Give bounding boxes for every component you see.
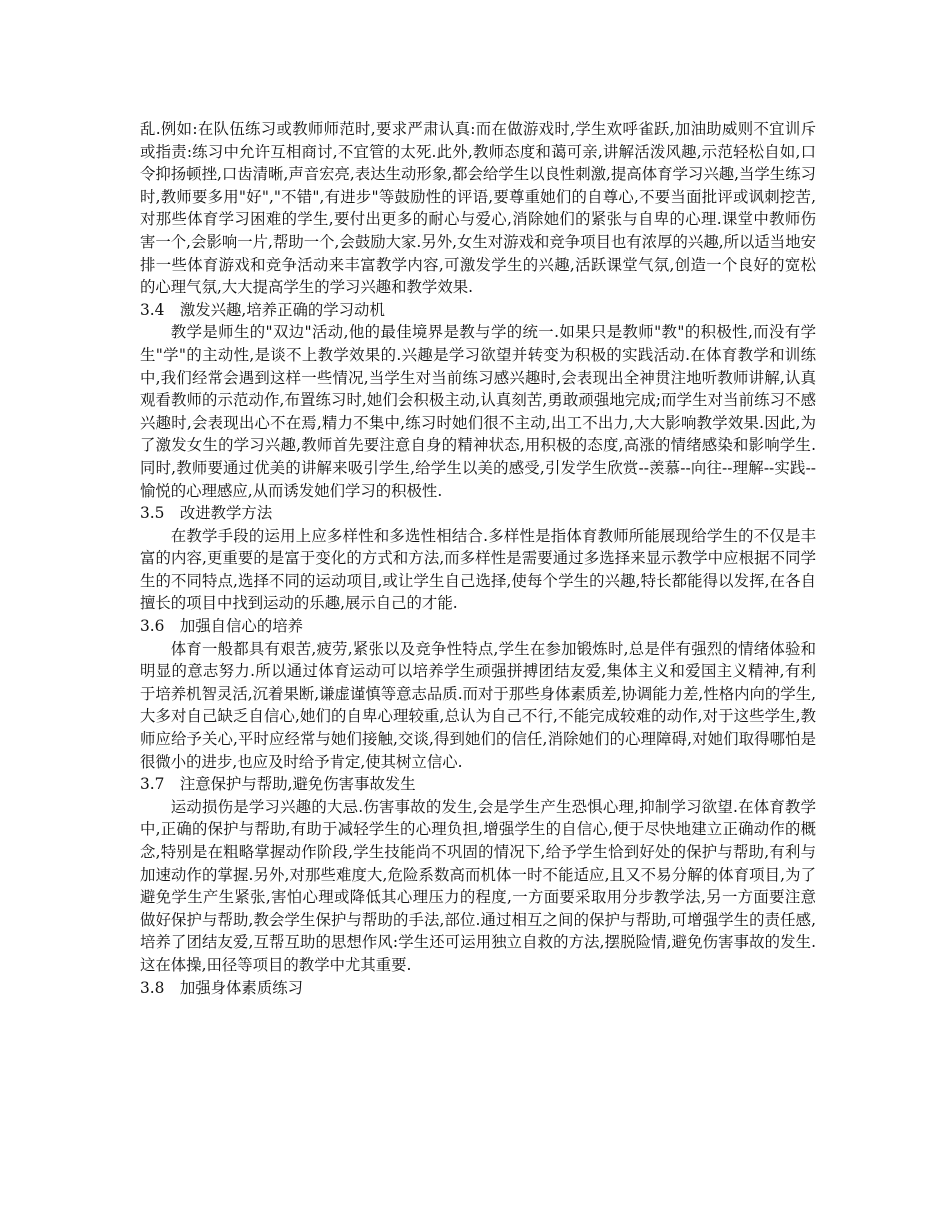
section-heading-3-6: 3.6 加强自信心的培养 — [140, 617, 303, 636]
section-body-3-7: 运动损伤是学习兴趣的大忌.伤害事故的发生,会是学生产生恐惧心理,抑制学习欲望.在体育教学中,正确的保护与帮助,有助于减轻学生的心理负担,增强学生的自信心,便于尽快地建立正确动作的概念,特别是在粗略掌握动作阶段,学生技能尚不巩固的情况下,给予学生恰到好处的保护与帮助,有利与加速动作的掌握.另外,对那些难度大,危险系数高而机体一时不能适应,且又不易分解的体育项目,为了避免学生产生紧张,害怕心理或降低其心理压力的程度,一方面要采取用分步教学法,另一方面要注意做好保护与帮助,教会学生保护与帮助的手法,部位.通过相互之间的保护与帮助,可增强学生的责任感,培养了团结友爱,互帮互助的思想作风:学生还可运用独立自救的方法,摆脱险情,避免伤害事故的发生.这在体操,田径等项目的教学中尤其重要. — [140, 797, 816, 974]
intro-paragraph: 乱.例如:在队伍练习或教师师范时,要求严肃认真:而在做游戏时,学生欢呼雀跃,加油助威则不宜训斥或指责:练习中允许互相商讨,不宜管的太死.此外,教师态度和蔼可亲,讲解活泼风趣,示范轻松自如,口令抑扬顿挫,口齿清晰,声音宏亮,表达生动形象,都会给学生以良性刺激,提高体育学习兴趣,当学生练习时,教师要多用"好","不错",有进步"等鼓励性的评语,要尊重她们的自尊心,不要当面批评或讽刺挖苦,对那些体育学习困难的学生,要付出更多的耐心与爱心,消除她们的紧张与自卑的心理.课堂中教师伤害一个,会影响一片,帮助一个,会鼓励大家.另外,女生对游戏和竞争项目也有浓厚的兴趣,所以适当地安排一些体育游戏和竞争活动来丰富教学内容,可激发学生的兴趣,活跃课堂气氛,创造一个良好的宽松的心理气氛,大大提高学生的学习兴趣和教学效果. — [140, 120, 816, 297]
section-heading-3-7: 3.7 注意保护与帮助,避免伤害事故发生 — [140, 775, 416, 794]
section-body-3-5: 在教学手段的运用上应多样性和多选性相结合.多样性是指体育教师所能展现给学生的不仅是丰富的内容,更重要的是富于变化的方式和方法,而多样性是需要通过多选择来显示教学中应根据不同学生的不同特点,选择不同的运动项目,或让学生自己选择,使每个学生的兴趣,特长都能得以发挥,在各自擅长的项目中找到运动的乐趣,展示自己的才能. — [140, 526, 816, 613]
section-heading-3-8: 3.8 加强身体素质练习 — [140, 978, 303, 997]
section-heading-3-5: 3.5 改进教学方法 — [140, 504, 273, 523]
section-heading-3-4: 3.4 激发兴趣,培养正确的学习动机 — [140, 300, 385, 319]
document-page — [140, 118, 816, 999]
section-body-3-6: 体育一般都具有艰苦,疲劳,紧张以及竞争性特点,学生在参加锻炼时,总是伴有强烈的情绪体验和明显的意志努力.所以通过体育运动可以培养学生顽强拼搏团结友爱,集体主义和爱国主义精神,有利于培养机智灵活,沉着果断,谦虚谨慎等意志品质.而对于那些身体素质差,协调能力差,性格内向的学生,大多对自己缺乏自信心,她们的自卑心理较重,总认为自己不行,不能完成较难的动作,对于这些学生,教师应给予关心,平时应经常与她们接触,交谈,得到她们的信任,消除她们的心理障碍,对她们取得哪怕是很微小的进步,也应及时给予肯定,使其树立信心. — [140, 639, 816, 771]
section-body-3-4: 教学是师生的"双边"活动,他的最佳境界是教与学的统一.如果只是教师"教"的积极性,而没有学生"学"的主动性,是谈不上教学效果的.兴趣是学习欲望并转变为积极的实践活动.在体育教学和训练中,我们经常会遇到这样一些情况,当学生对当前练习感兴趣时,会表现出全神贯注地听教师讲解,认真观看教师的示范动作,布置练习时,她们会积极主动,认真刻苦,勇敢顽强地完成;而学生对当前练习不感兴趣时,会表现出心不在焉,精力不集中,练习时她们很不主动,出工不出力,大大影响教学效果.因此,为了激发女生的学习兴趣,教师首先要注意自身的精神状态,用积极的态度,高涨的情绪感染和影响学生.同时,教师要通过优美的讲解来吸引学生,给学生以美的感受,引发学生欣赏--羡慕--向往--理解--实践--愉悦的心理感应,从而诱发她们学习的积极性. — [140, 323, 816, 500]
